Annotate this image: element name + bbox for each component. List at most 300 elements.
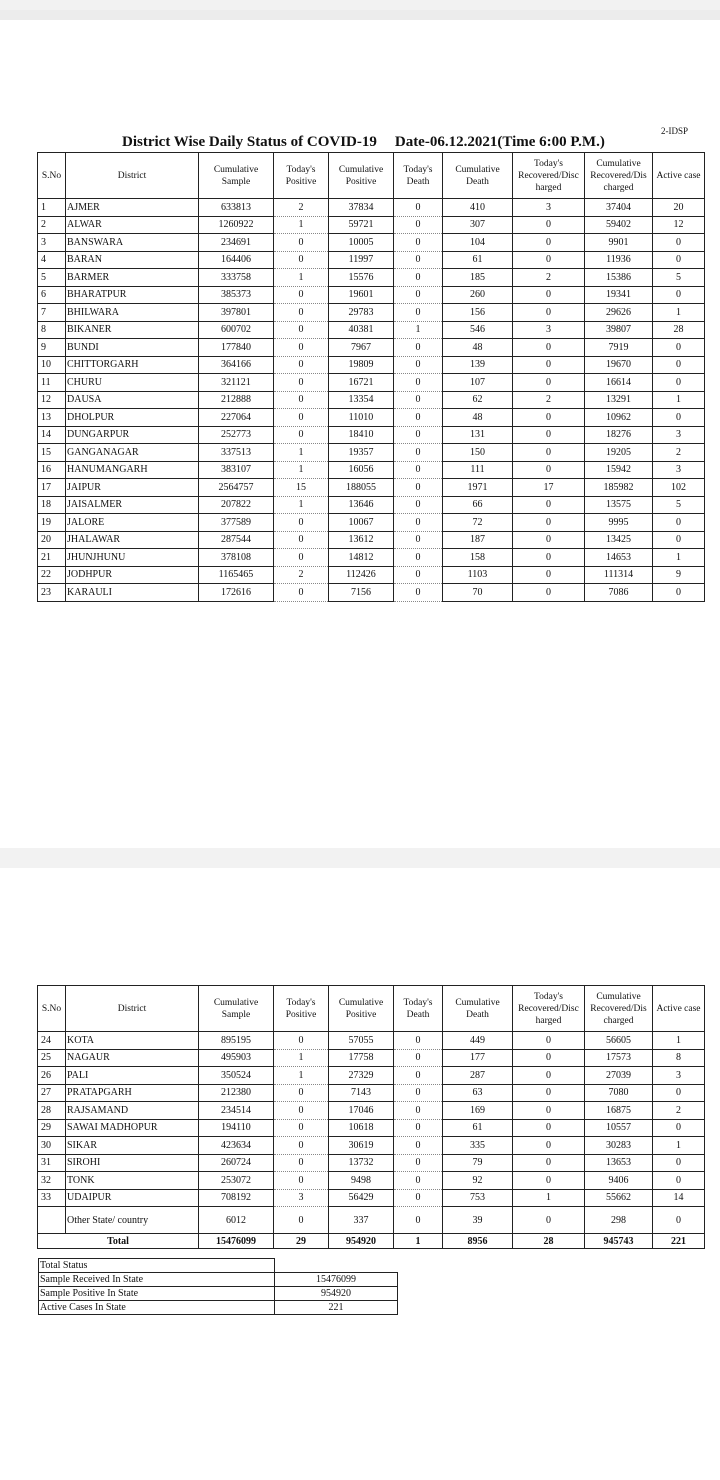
page-top-divider (0, 10, 720, 20)
cell-cumulative-positive: 57055 (329, 1032, 394, 1050)
cell-cumulative-recovered: 27039 (585, 1067, 653, 1085)
cell-sno: 26 (38, 1067, 66, 1085)
cell-cumulative-sample: 234514 (199, 1102, 274, 1120)
cell-todays-death: 0 (394, 584, 443, 602)
table-row (38, 1049, 705, 1067)
table-row (38, 1067, 705, 1085)
district-table-part-1 (37, 152, 705, 602)
table-header-row (38, 986, 705, 1032)
col-todays-death: Today's Death (394, 153, 443, 199)
table-row (38, 286, 705, 304)
cell-todays-death: 0 (394, 269, 443, 287)
status-row (39, 1301, 398, 1315)
cell-sno: 19 (38, 514, 66, 532)
cell-cumulative-sample: 337513 (199, 444, 274, 462)
cell-todays-recovered: 0 (513, 1084, 585, 1102)
cell-sno: 27 (38, 1084, 66, 1102)
cell-cumulative-death: 287 (443, 1067, 513, 1085)
cell-sno: 13 (38, 409, 66, 427)
cell-sno: 4 (38, 251, 66, 269)
cell-cumulative-positive: 59721 (329, 216, 394, 234)
cell-cumulative-recovered: 10557 (585, 1119, 653, 1137)
cell-cumulative-sample: 172616 (199, 584, 274, 602)
cell-todays-death: 0 (394, 374, 443, 392)
cell-cumulative-death: 92 (443, 1172, 513, 1190)
cell-cumulative-recovered: 39807 (585, 321, 653, 339)
table-row (38, 356, 705, 374)
cell-todays-positive: 0 (274, 1137, 329, 1155)
cell-todays-recovered: 0 (513, 234, 585, 252)
cell-district: AJMER (66, 199, 199, 217)
cell-cumulative-positive: 30619 (329, 1137, 394, 1155)
cell-cumulative-death: 335 (443, 1137, 513, 1155)
cell-cumulative-recovered: 298 (585, 1207, 653, 1234)
cell-cumulative-death: 158 (443, 549, 513, 567)
cell-active-case: 28 (653, 321, 705, 339)
cell-active-case: 0 (653, 339, 705, 357)
cell-todays-death: 0 (394, 356, 443, 374)
cell-todays-positive: 0 (274, 409, 329, 427)
cell-todays-positive: 0 (274, 1102, 329, 1120)
cell-cumulative-positive: 14812 (329, 549, 394, 567)
cell-cumulative-positive: 13646 (329, 496, 394, 514)
cell-todays-recovered: 3 (513, 321, 585, 339)
report-code: 2-IDSP (661, 126, 689, 136)
cell-cumulative-death: 111 (443, 461, 513, 479)
cell-todays-positive: 0 (274, 1119, 329, 1137)
cell-sno: 5 (38, 269, 66, 287)
cell-todays-recovered: 0 (513, 1102, 585, 1120)
cell-active-case: 1 (653, 391, 705, 409)
cell-sno: 30 (38, 1137, 66, 1155)
cell-todays-death: 0 (394, 1049, 443, 1067)
cell-cumulative-positive: 19357 (329, 444, 394, 462)
cell-todays-death: 0 (394, 1102, 443, 1120)
district-table-part-2 (37, 985, 705, 1249)
cell-todays-positive: 0 (274, 1084, 329, 1102)
cell-sno: 6 (38, 286, 66, 304)
cell-cumulative-positive: 13354 (329, 391, 394, 409)
cell-cumulative-sample: 383107 (199, 461, 274, 479)
cell-active-case: 0 (653, 1084, 705, 1102)
cell-cumulative-sample: 194110 (199, 1119, 274, 1137)
table-row (38, 216, 705, 234)
cell-sno: 12 (38, 391, 66, 409)
cell-todays-positive: 1 (274, 216, 329, 234)
table-row (38, 479, 705, 497)
cell-todays-death: 0 (394, 339, 443, 357)
table-row (38, 409, 705, 427)
table-row (38, 1207, 705, 1234)
table-row (38, 1154, 705, 1172)
cell-todays-positive: 1 (274, 269, 329, 287)
cell-cumulative-death: 1971 (443, 479, 513, 497)
col-district: District (66, 986, 199, 1032)
cell-todays-positive: 0 (274, 374, 329, 392)
cell-district: HANUMANGARH (66, 461, 199, 479)
cell-sno: 14 (38, 426, 66, 444)
cell-cumulative-sample: 252773 (199, 426, 274, 444)
cell-cumulative-recovered: 55662 (585, 1189, 653, 1207)
cell-active-case: 0 (653, 409, 705, 427)
cell-district: BUNDI (66, 339, 199, 357)
cell-cumulative-sample: 423634 (199, 1137, 274, 1155)
cell-active-case: 20 (653, 199, 705, 217)
cell-district: PALI (66, 1067, 199, 1085)
cell-sno: 16 (38, 461, 66, 479)
table-row (38, 444, 705, 462)
cell-active-case: 14 (653, 1189, 705, 1207)
cell-cumulative-positive: 9498 (329, 1172, 394, 1190)
col-active-case: Active case (653, 153, 705, 199)
cell-sno: 32 (38, 1172, 66, 1190)
col-cumulative-positive: Cumulative Positive (329, 986, 394, 1032)
cell-todays-positive: 0 (274, 584, 329, 602)
cell-district: DAUSA (66, 391, 199, 409)
cell-active-case: 0 (653, 234, 705, 252)
title-text: District Wise Daily Status of COVID-19 (122, 134, 377, 150)
cell-district: BARAN (66, 251, 199, 269)
cell-cumulative-positive: 10067 (329, 514, 394, 532)
status-heading: Total Status (39, 1259, 275, 1273)
cell-todays-death: 0 (394, 304, 443, 322)
cell-cumulative-death: 185 (443, 269, 513, 287)
cell-active-case: 1 (653, 1032, 705, 1050)
cell-cumulative-recovered: 14653 (585, 549, 653, 567)
cell-cumulative-recovered: 13575 (585, 496, 653, 514)
cell-todays-positive: 15 (274, 479, 329, 497)
cell-cumulative-recovered: 56605 (585, 1032, 653, 1050)
cell-todays-death: 0 (394, 1119, 443, 1137)
cell-active-case: 8 (653, 1049, 705, 1067)
table-row (38, 391, 705, 409)
col-cumulative-death: Cumulative Death (443, 986, 513, 1032)
cell-district: DUNGARPUR (66, 426, 199, 444)
cell-active-case: 2 (653, 444, 705, 462)
cell-todays-positive: 2 (274, 199, 329, 217)
cell-sno: 17 (38, 479, 66, 497)
cell-todays-positive: 0 (274, 531, 329, 549)
cell-todays-recovered: 0 (513, 1067, 585, 1085)
cell-todays-death: 0 (394, 1154, 443, 1172)
cell-cumulative-sample: 253072 (199, 1172, 274, 1190)
cell-cumulative-recovered: 13291 (585, 391, 653, 409)
cell-district: JHUNJHUNU (66, 549, 199, 567)
cell-todays-positive: 1 (274, 461, 329, 479)
cell-district: JAISALMER (66, 496, 199, 514)
cell-todays-recovered: 0 (513, 531, 585, 549)
cell-active-case: 1 (653, 549, 705, 567)
cell-active-case: 0 (653, 1119, 705, 1137)
cell-todays-recovered: 0 (513, 426, 585, 444)
cell-active-case: 0 (653, 374, 705, 392)
cell-cumulative-positive: 337 (329, 1207, 394, 1234)
table-row (38, 269, 705, 287)
cell-district: PRATAPGARH (66, 1084, 199, 1102)
cell-cumulative-recovered: 15942 (585, 461, 653, 479)
total-todays-recovered: 28 (513, 1234, 585, 1249)
cell-todays-recovered: 0 (513, 1172, 585, 1190)
cell-todays-recovered: 0 (513, 374, 585, 392)
cell-sno: 23 (38, 584, 66, 602)
cell-cumulative-positive: 10005 (329, 234, 394, 252)
cell-cumulative-recovered: 7080 (585, 1084, 653, 1102)
cell-todays-recovered: 0 (513, 286, 585, 304)
status-row (39, 1287, 398, 1301)
cell-todays-recovered: 2 (513, 391, 585, 409)
cell-cumulative-recovered: 19670 (585, 356, 653, 374)
total-cumulative-positive: 954920 (329, 1234, 394, 1249)
cell-cumulative-positive: 15576 (329, 269, 394, 287)
total-cumulative-death: 8956 (443, 1234, 513, 1249)
cell-district: SIROHI (66, 1154, 199, 1172)
table-row (38, 531, 705, 549)
cell-cumulative-recovered: 16875 (585, 1102, 653, 1120)
cell-cumulative-sample: 212380 (199, 1084, 274, 1102)
cell-todays-recovered: 0 (513, 496, 585, 514)
cell-todays-death: 0 (394, 566, 443, 584)
table-row (38, 234, 705, 252)
cell-cumulative-sample: 164406 (199, 251, 274, 269)
cell-district: Other State/ country (66, 1207, 199, 1234)
cell-sno (38, 1207, 66, 1234)
cell-active-case: 0 (653, 1207, 705, 1234)
cell-todays-death: 1 (394, 321, 443, 339)
cell-cumulative-sample: 260724 (199, 1154, 274, 1172)
cell-sno: 24 (38, 1032, 66, 1050)
cell-cumulative-sample: 321121 (199, 374, 274, 392)
cell-cumulative-recovered: 9406 (585, 1172, 653, 1190)
table-row (38, 1102, 705, 1120)
cell-district: ALWAR (66, 216, 199, 234)
col-sno: S.No (38, 986, 66, 1032)
cell-cumulative-positive: 18410 (329, 426, 394, 444)
status-label: Sample Received In State (39, 1273, 275, 1287)
cell-todays-positive: 0 (274, 391, 329, 409)
cell-district: CHITTORGARH (66, 356, 199, 374)
cell-cumulative-death: 156 (443, 304, 513, 322)
cell-todays-positive: 1 (274, 1049, 329, 1067)
total-label: Total (38, 1234, 199, 1249)
cell-district: SIKAR (66, 1137, 199, 1155)
col-todays-recovered: Today's Recovered/Disc harged (513, 153, 585, 199)
table-row (38, 374, 705, 392)
cell-cumulative-death: 61 (443, 1119, 513, 1137)
cell-todays-death: 0 (394, 426, 443, 444)
cell-sno: 1 (38, 199, 66, 217)
table-row (38, 584, 705, 602)
col-cumulative-positive: Cumulative Positive (329, 153, 394, 199)
cell-district: UDAIPUR (66, 1189, 199, 1207)
cell-todays-positive: 0 (274, 1032, 329, 1050)
cell-todays-positive: 0 (274, 234, 329, 252)
cell-todays-recovered: 0 (513, 1049, 585, 1067)
cell-cumulative-death: 79 (443, 1154, 513, 1172)
col-todays-death: Today's Death (394, 986, 443, 1032)
cell-cumulative-sample: 385373 (199, 286, 274, 304)
cell-cumulative-death: 70 (443, 584, 513, 602)
cell-cumulative-sample: 287544 (199, 531, 274, 549)
cell-active-case: 0 (653, 514, 705, 532)
cell-todays-positive: 1 (274, 1067, 329, 1085)
cell-cumulative-death: 753 (443, 1189, 513, 1207)
cell-todays-death: 0 (394, 461, 443, 479)
cell-todays-recovered: 3 (513, 199, 585, 217)
cell-sno: 25 (38, 1049, 66, 1067)
table-row (38, 304, 705, 322)
cell-todays-death: 0 (394, 1189, 443, 1207)
table-row (38, 1189, 705, 1207)
cell-todays-death: 0 (394, 1207, 443, 1234)
table-header-row (38, 153, 705, 199)
cell-active-case: 0 (653, 251, 705, 269)
report-title (122, 134, 605, 151)
cell-sno: 29 (38, 1119, 66, 1137)
cell-cumulative-positive: 13612 (329, 531, 394, 549)
cell-district: BHARATPUR (66, 286, 199, 304)
cell-district: KOTA (66, 1032, 199, 1050)
cell-cumulative-positive: 40381 (329, 321, 394, 339)
total-todays-positive: 29 (274, 1234, 329, 1249)
cell-cumulative-recovered: 13425 (585, 531, 653, 549)
cell-cumulative-recovered: 9901 (585, 234, 653, 252)
table-row (38, 1137, 705, 1155)
cell-cumulative-sample: 333758 (199, 269, 274, 287)
cell-todays-death: 0 (394, 1084, 443, 1102)
cell-todays-death: 0 (394, 1172, 443, 1190)
cell-cumulative-positive: 16056 (329, 461, 394, 479)
cell-active-case: 1 (653, 304, 705, 322)
cell-todays-death: 0 (394, 531, 443, 549)
cell-cumulative-sample: 1260922 (199, 216, 274, 234)
cell-active-case: 5 (653, 496, 705, 514)
cell-cumulative-sample: 397801 (199, 304, 274, 322)
cell-active-case: 12 (653, 216, 705, 234)
cell-todays-positive: 2 (274, 566, 329, 584)
cell-todays-recovered: 0 (513, 1154, 585, 1172)
cell-district: JAIPUR (66, 479, 199, 497)
table-row (38, 1172, 705, 1190)
cell-cumulative-sample: 234691 (199, 234, 274, 252)
cell-active-case: 0 (653, 584, 705, 602)
col-cumulative-recovered: Cumulative Recovered/Dis charged (585, 986, 653, 1032)
cell-cumulative-recovered: 15386 (585, 269, 653, 287)
cell-todays-recovered: 17 (513, 479, 585, 497)
cell-todays-positive: 0 (274, 356, 329, 374)
col-district: District (66, 153, 199, 199)
cell-todays-recovered: 0 (513, 566, 585, 584)
cell-district: JALORE (66, 514, 199, 532)
cell-todays-recovered: 0 (513, 339, 585, 357)
cell-cumulative-positive: 17046 (329, 1102, 394, 1120)
cell-cumulative-death: 169 (443, 1102, 513, 1120)
table-row (38, 339, 705, 357)
cell-cumulative-sample: 2564757 (199, 479, 274, 497)
cell-sno: 22 (38, 566, 66, 584)
table-row (38, 199, 705, 217)
table-row (38, 461, 705, 479)
cell-cumulative-recovered: 111314 (585, 566, 653, 584)
cell-cumulative-positive: 29783 (329, 304, 394, 322)
cell-todays-positive: 0 (274, 286, 329, 304)
cell-sno: 20 (38, 531, 66, 549)
cell-cumulative-death: 546 (443, 321, 513, 339)
cell-cumulative-positive: 10618 (329, 1119, 394, 1137)
cell-cumulative-sample: 708192 (199, 1189, 274, 1207)
cell-cumulative-death: 177 (443, 1049, 513, 1067)
cell-district: KARAULI (66, 584, 199, 602)
cell-cumulative-sample: 377589 (199, 514, 274, 532)
table-row (38, 1119, 705, 1137)
cell-cumulative-positive: 11010 (329, 409, 394, 427)
cell-todays-death: 0 (394, 444, 443, 462)
cell-cumulative-death: 150 (443, 444, 513, 462)
total-cumulative-sample: 15476099 (199, 1234, 274, 1249)
cell-sno: 7 (38, 304, 66, 322)
cell-todays-death: 0 (394, 496, 443, 514)
cell-sno: 21 (38, 549, 66, 567)
cell-active-case: 3 (653, 426, 705, 444)
cell-sno: 33 (38, 1189, 66, 1207)
cell-todays-death: 0 (394, 251, 443, 269)
table-row (38, 1084, 705, 1102)
cell-todays-death: 0 (394, 199, 443, 217)
cell-todays-death: 0 (394, 286, 443, 304)
cell-cumulative-positive: 19601 (329, 286, 394, 304)
cell-todays-recovered: 0 (513, 584, 585, 602)
cell-todays-positive: 1 (274, 496, 329, 514)
cell-cumulative-sample: 212888 (199, 391, 274, 409)
cell-cumulative-death: 48 (443, 409, 513, 427)
cell-todays-positive: 0 (274, 251, 329, 269)
status-heading-row (39, 1259, 398, 1273)
cell-todays-recovered: 0 (513, 251, 585, 269)
cell-district: BARMER (66, 269, 199, 287)
cell-district: JHALAWAR (66, 531, 199, 549)
cell-todays-positive: 0 (274, 321, 329, 339)
cell-todays-death: 0 (394, 391, 443, 409)
cell-cumulative-death: 61 (443, 251, 513, 269)
cell-cumulative-recovered: 10962 (585, 409, 653, 427)
cell-todays-death: 0 (394, 1137, 443, 1155)
cell-cumulative-sample: 378108 (199, 549, 274, 567)
table-row (38, 426, 705, 444)
cell-todays-recovered: 0 (513, 356, 585, 374)
cell-cumulative-recovered: 11936 (585, 251, 653, 269)
cell-active-case: 102 (653, 479, 705, 497)
status-label: Active Cases In State (39, 1301, 275, 1315)
cell-cumulative-death: 260 (443, 286, 513, 304)
cell-todays-recovered: 0 (513, 514, 585, 532)
total-row (38, 1234, 705, 1249)
cell-cumulative-recovered: 7086 (585, 584, 653, 602)
cell-cumulative-recovered: 17573 (585, 1049, 653, 1067)
cell-active-case: 0 (653, 531, 705, 549)
cell-cumulative-sample: 633813 (199, 199, 274, 217)
cell-cumulative-death: 410 (443, 199, 513, 217)
cell-sno: 10 (38, 356, 66, 374)
col-cumulative-sample: Cumulative Sample (199, 986, 274, 1032)
cell-district: CHURU (66, 374, 199, 392)
cell-cumulative-positive: 19809 (329, 356, 394, 374)
cell-todays-positive: 0 (274, 1172, 329, 1190)
cell-todays-death: 0 (394, 479, 443, 497)
cell-cumulative-death: 307 (443, 216, 513, 234)
cell-todays-death: 0 (394, 549, 443, 567)
cell-cumulative-positive: 7967 (329, 339, 394, 357)
cell-cumulative-sample: 1165465 (199, 566, 274, 584)
total-status-table (38, 1258, 398, 1315)
